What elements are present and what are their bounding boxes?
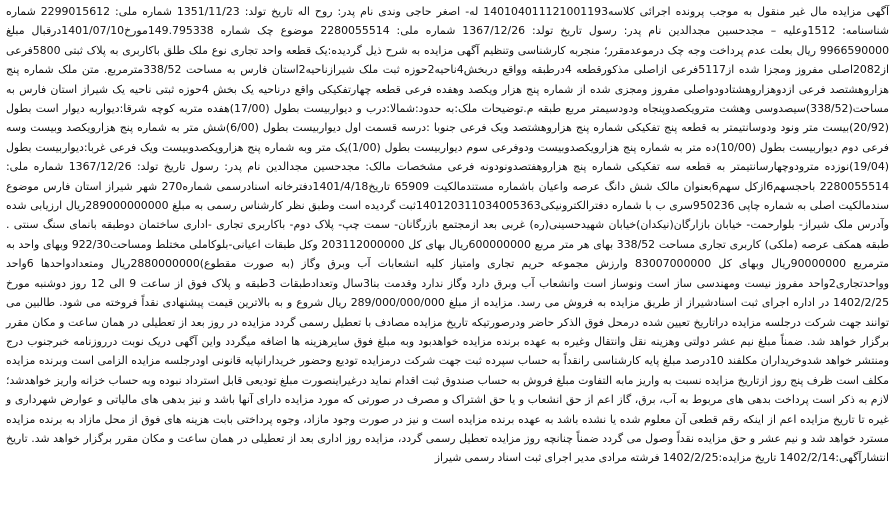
auction-notice-text: آگهی مزایده مال غیر منقول به موجب پرونده اجرائی کلاسه140104011121001193 له- اصغر حاجی وندی نام پدر: روح اله تاریخ تولد: 1351/11/23 شماره ملی: 2299015612 شماره شناسنامه: 1512وعلیه – مجدحسین مجدالدین نام پدر: رسول تاریخ تولد: 1367/12/26 شماره ملی: 2280055514 موضوع چک شماره 149.795338مورخ1401/07/10درقبال مبلغ 9966590000 ریال بعلت عدم پرداخت وجه چک درموعدمقرر؛ منجربه کارشناسی وتنظیم آگهی مزایده به شرح ذیل گردیده:یک قطعه واحد تجاری نوع ملک طلق باکاربری به پلاک ثبتی 5800فرعی از2082اصلی مفروز ومجزا شده از5117فرعی ازاصلی مذکورقطعه 4درطبقه وواقع دربخش4ناحیه2حوزه ثبت ملک شیرازناحیه2استان فارس به مساحت 338/52مترمربع. متن ملک شماره پنج هزاروهشتصد فرعی ازدوهزاروهشتادودواصلی مفروز ومجزی شده از شماره پنج هزار ویکصد وهفده فرعی قطعه چهارتفکیکی واقع درناحیه یک بخش 4حوزه ثبتی ناحیه یک شیراز استان فارس به مساحت(338/52)سیصدوسی وهشت مترویکصدوپنجاه ودودسیمتر مربع طبقه م.توضیحات ملک:به حدود:شمالا:درب و دیواربیست بطول (17/00)هفده متربه کوچه شرقا:دیواربه دیوار است بطول (20/92)بیست متر ونود ودوسانتیمتر به قطعه پنج تفکیکی شماره پنج هزاروهشتصد ویک فرعی جنوبا :درسه قسمت اول دیواربیست بطول (6/00)شش متر به شماره پنج هزارویکصد وبیست وسه فرعی دوم دیواربیست بطول (10/00)ده متر به شماره پنج هزارویکصدوبیست ودوفرعی سوم دیواربیست بطول (1/00)یک متر وبه شماره پنج هزارویکصدوبیست ویک فرعی غربا:دیواربیست بطول (19/04)نوزده مترودوچهارسانتیمتر به قطعه سه تفکیکی شماره پنج هزاروهفتصدونودونه فرعی مشخصات مالک: مجدحسین مجدالدین نام پدر: رسول تاریخ تولد: 1367/12/26 شماره ملی: 2280055514 باحجسهم6ازکل سهم6بعنوان مالک شش دانگ عرصه واعیان باشماره مستندمالکیت 65909 تاریخ1401/4/18دفترخانه اسنادرسمی شماره270 شهر شیراز استان فارس موضوع سندمالکیت اصلی به شماره چاپی 950236سری ب با شماره دفترالکترونیکی140120311034005363ثبت گردیده است وطبق نظر کارشناس رسمی به مبلغ 289000000000ریال ارزیابی شده وآدرس ملک شیراز- بلوارحمت- خیابان بازارگان(نیکدان)خیابان شهیدحسینی(ره) غربی بعد ازمجتمع بازرگانان- سمت چپ- پلاک دوم- باکاربری تجاری -اداری ساختمان دوطبقه بانمای سنگ سنتی . طبقه همکف عرصه (ملکی) کاربری تجاری مساحت 338/52 بهای هر متر مربع 600000000ریال بهای کل 203112000000 وکل طبقات اعیانی-بلوکاملی مختلط ومساحت922/30 وبهای واحد به مترمربع 90000000ریال وبهای کل 83007000000 وارزش مجموعه حریم تجاری وامتیاز کلیه انشعابات آب وبرق وگاز (به صورت مقطوع)2880000000ریال ومتعدادواحدها 6واحد وواحدتجاری2واحد مفروز نیست ومهندسی ساز است ونوساز است وانشعاب آب وبرق دارد وگاز ندارد وقدمت بنا3سال وتعدادطبقات 3طبقه و پلاک فوق از ساعت 9 الی 12 روز دوشنبه مورخ 1402/2/25 در اداره اجرای ثبت اسنادشیراز از طریق مزایده به فروش می رسد. مزایده از مبلغ 289/000/000/000 ریال شروع و به بالاترین قیمت پیشنهادی نقداً فروخته می شود. طالبین می توانند جهت شرکت درجلسه مزایده دراتاریخ تعیین شده درمحل فوق الذکر حاضر ودرصورتیکه تاریخ مزایده مصادف با تعطیل رسمی گردد مزایده در روز بعد از تعطیلی در همان ساعت و مکان مقرر برگزار خواهد شد. ضمناً مبلغ نیم عشر دولتی وهزینه نقل وانتقال وغیره به عهده برنده مزایده خواهدبود وبه مبلغ فوق سایرهزینه ها اضافه میگردد واین آگهی دریک نوبت درروزنامه خبرجنوب درج ومنتشر خواهد شدوخریداران مکلفند 10درصد مبلغ پایه کارشناسی رانقداً به حساب سپرده ثبت جهت شرکت درمزایده تودیع وحضور خریدارانپایه قانونی اودرجلسه مزایده الزامی است وبرنده مزایده مکلف است ظرف پنج روز ازتاریخ مزایده نسبت به واریز مابه التفاوت مبلغ فروش به حساب صندوق ثبت اقدام نماید درغیراینصورت مبلغ تودیعی قابل استرداد نبوده وبه حساب خزانه واریز خواهدشد؛ لازم به ذکر است پرداخت بدهی های مربوط به آب، برق، گاز اعم از حق انشعاب و یا حق اشتراک و مصرف در صورتی که مورد مزایده دارای آنها باشد و نیز بدهی های مالیاتی و عوارض شهرداری و غیره تا تاریخ مزایده اعم از اینکه رقم قطعی آن معلوم شده یا نشده باشد به عهده برنده مزایده است و نیز در صورت وجود مازاد، وجوه پرداختی بابت هزینه های فوق از محل مازاد به برنده مزایده مسترد خواهد شد و نیم عشر و حق مزایده نقداً وصول می گردد ضمناً چنانچه روز مزایده تعطیل رسمی گردد، مزایده روز اداری بعد از تعطیلی در همان ساعت و مکان مقرر برگزار خواهد شد. تاریخ انتشارآگهی:1402/2/14 تاریخ مزایده:1402/2/25 فرشته مرادی مدیر اجرای ثبت اسناد رسمی شیراز: [6, 5, 890, 465]
